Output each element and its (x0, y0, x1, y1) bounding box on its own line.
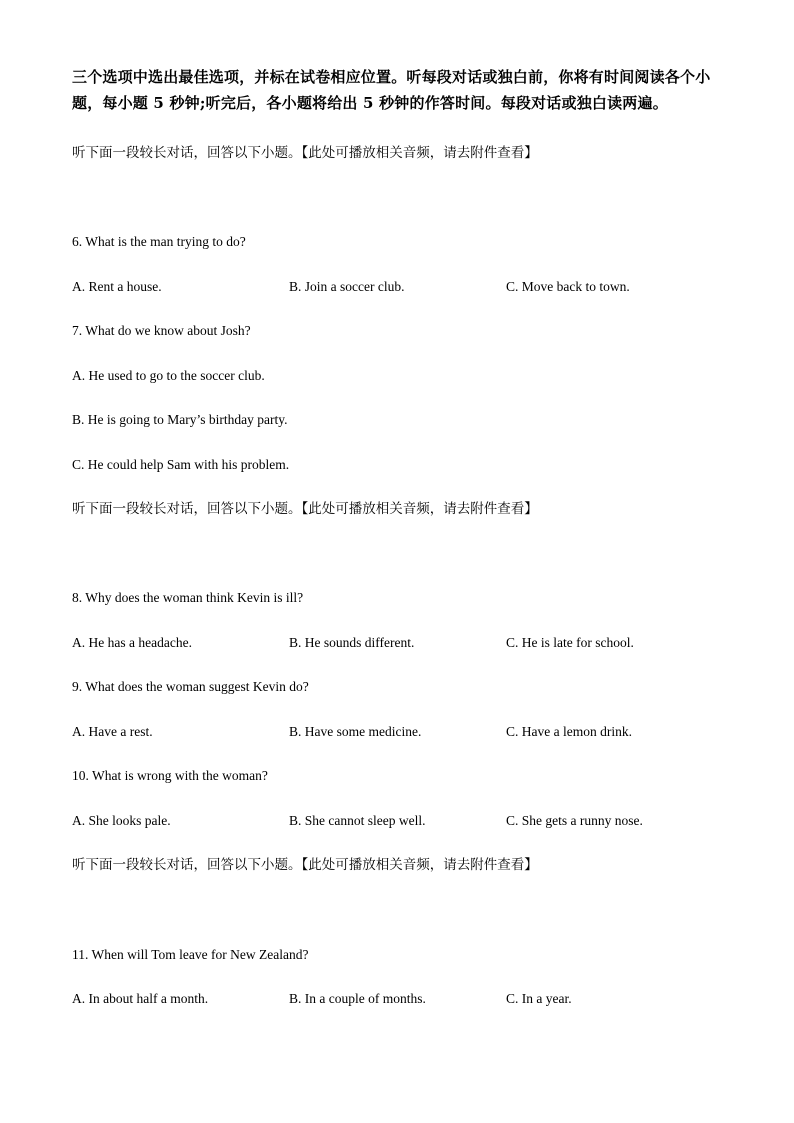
question-8: 8. Why does the woman think Kevin is ill? (72, 590, 304, 605)
question-7: 7. What do we know about Josh? (72, 323, 251, 338)
option-7a: A. He used to go to the soccer club. (72, 368, 265, 383)
option-8a: A. He has a headache. (72, 635, 192, 650)
option-7c: C. He could help Sam with his problem. (72, 457, 290, 472)
option-11c: C. In a year. (506, 991, 572, 1006)
option-9c: C. Have a lemon drink. (506, 724, 632, 739)
option-10c: C. She gets a runny nose. (506, 813, 643, 828)
question-9: 9. What does the woman suggest Kevin do? (72, 679, 309, 694)
option-9b: B. Have some medicine. (289, 724, 422, 739)
section-heading: 听下面一段较长对话，回答以下小题。【此处可播放相关音频，请去附件查看】 (72, 501, 538, 517)
option-6c: C. Move back to town. (506, 279, 630, 294)
option-9a: A. Have a rest. (72, 724, 153, 739)
question-10: 10. What is wrong with the woman? (72, 768, 268, 783)
option-8b: B. He sounds different. (289, 635, 415, 650)
option-10a: A. She looks pale. (72, 813, 171, 828)
option-10b: B. She cannot sleep well. (289, 813, 426, 828)
question-11: 11. When will Tom leave for New Zealand? (72, 947, 309, 962)
question-6: 6. What is the man trying to do? (72, 234, 246, 249)
option-11b: B. In a couple of months. (289, 991, 426, 1006)
option-8c: C. He is late for school. (506, 635, 634, 650)
intro-instructions: 三个选项中选出最佳选项，并标在试卷相应位置。听每段对话或独白前，你将有时间阅读各个小题，每小题 5 秒钟;听完后，各小题将给出 5 秒钟的作答时间。每段对话或独白读两遍。 (72, 68, 711, 112)
option-6a: A. Rent a house. (72, 279, 162, 294)
section-heading: 听下面一段较长对话，回答以下小题。【此处可播放相关音频，请去附件查看】 (72, 857, 538, 873)
option-6b: B. Join a soccer club. (289, 279, 405, 294)
option-7b: B. He is going to Mary’s birthday party. (72, 412, 288, 427)
option-11a: A. In about half a month. (72, 991, 209, 1006)
section-heading: 听下面一段较长对话，回答以下小题。【此处可播放相关音频，请去附件查看】 (72, 145, 538, 161)
